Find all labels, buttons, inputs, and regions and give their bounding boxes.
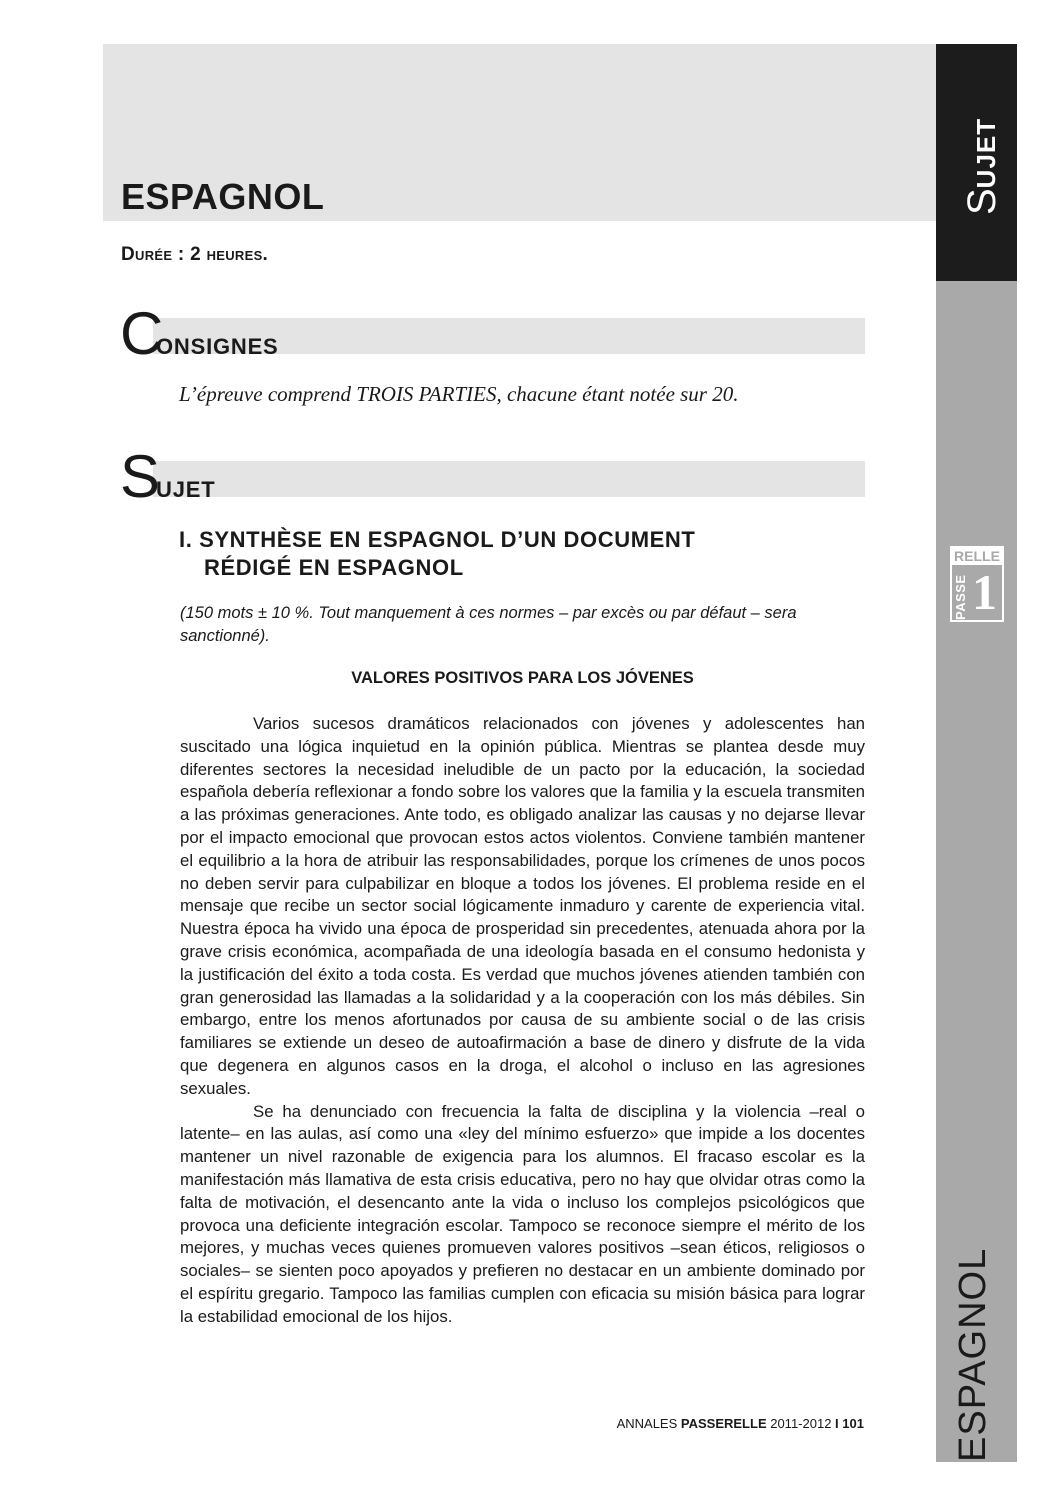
passerelle-logo (950, 546, 1004, 622)
sidebar-sujet-label (960, 118, 1005, 215)
logo-word-top: RELLE (952, 548, 1002, 565)
sidebar-espagnol-label: ESPAGNOL (952, 1247, 994, 1462)
page-footer (617, 1416, 864, 1431)
synthesis-instructions: (150 mots ± 10 %. Tout manquement à ces normes – par excès ou par défaut – sera sanctionné). (180, 604, 797, 645)
paragraph-1: Varios sucesos dramáticos relacionados con jóvenes y adolescentes han suscitado una lógica inquietud en la opinión pública. Mientras se plantea desde muy diferentes sectores la necesidad ineludible de un pacto por la educación, la sociedad española debería reflexionar a fondo sobre los valores que la familia y la escuela transmiten a las próximas generaciones. Ante todo, es obligado analizar las causas y no dejarse llevar por el impacto emocional que provocan estos actos violentos. Conviene también mantener el equilibrio a la hora de atribuir las responsabilidades, porque los crímenes de unos pocos no deben servir para culpabilizar en bloque a todos los jóvenes. El problema reside en el mensaje que recibe un sector social lógicamente inmaduro y carente de experiencia vital. Nuestra época ha vivido una época de prosperidad sin precedentes, atenuada ahora por la grave crisis económica, acompañada de una ideología basada en el consumo hedonista y la justificación del éxito a toda costa. Es verdad que muchos jóvenes atienden también con gran generosidad las llamadas a la solidaridad y a la cooperación con los más débiles. Sin embargo, entre los menos afortunados por causa de su ambiente social o de las crisis familiares se extiende un deseo de autoafirmación a base de dinero y disfrute de la vida que degenera en algunos casos en la droga, el alcohol o incluso en las agresiones sexuales. (180, 714, 865, 1098)
footer-separator: I (835, 1416, 839, 1431)
sujet-initial: S (120, 443, 161, 510)
footer-prefix: ANNALES (616, 1416, 681, 1431)
part-title-line1: I. SYNTHÈSE EN ESPAGNOL D’UN DOCUMENT (179, 527, 696, 552)
paragraph-2: Se ha denunciado con frecuencia la falta de disciplina y la violencia –real o latente– en las aulas, así como una «ley del mínimo esfuerzo» que impide a los docentes mantener un nivel razonable de exigencia para los alumnos. El fracaso escolar es la manifestación más llamativa de esta crisis educativa, pero no hay que olvidar otras como la falta de motivación, el desencanto ante la vida o incluso los complejos psicológicos que provoca una deficiente integración escolar. Tampoco se reconoce siempre el mérito de los mejores, y muchas veces quienes promueven valores positivos –sean éticos, religiosos o sociales– se sienten poco apoyados y prefieren no destacar en un ambiente dominado por el espíritu gregario. Tampoco las familias cumplen con eficacia su misión básica para lograr la estabilidad emocional de los hijos. (180, 1101, 865, 1326)
document-title: VALORES POSITIVOS PARA LOS JÓVENES (351, 669, 694, 687)
sujet-heading: UJET (156, 477, 216, 502)
page-title: ESPAGNOL (121, 176, 325, 217)
part-title-line2: RÉDIGÉ EN ESPAGNOL (204, 555, 464, 580)
consignes-initial: C (120, 300, 164, 367)
sidebar-sujet-rest: UJET (971, 117, 1001, 189)
part-title (179, 526, 869, 582)
consignes-heading: ONSIGNES (156, 334, 279, 359)
consignes-text: L’épreuve comprend TROIS PARTIES, chacune étant notée sur 20. (179, 382, 739, 406)
page-number: 101 (842, 1416, 864, 1431)
logo-word-side: PASSE (953, 574, 968, 620)
footer-year: 2011-2012 (766, 1416, 836, 1431)
sidebar-sujet-initial: S (960, 188, 1004, 215)
footer-brand: PASSERELLE (680, 1416, 767, 1431)
duration-label: Durée : 2 heures. (121, 244, 269, 265)
sujet-bar (153, 461, 865, 497)
document-body (180, 713, 865, 1329)
logo-number: 1 (972, 564, 997, 620)
